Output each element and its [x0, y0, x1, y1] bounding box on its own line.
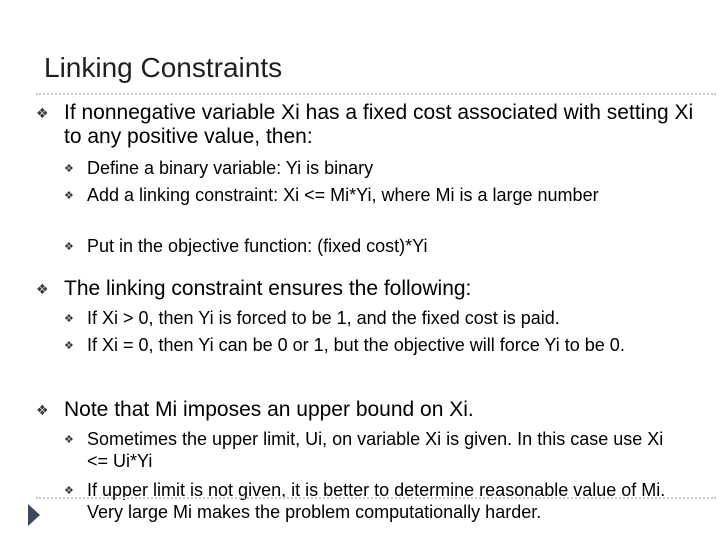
footer-divider — [36, 497, 716, 499]
sub-bullet-1-2: Add a linking constraint: Xi <= Mi*Yi, where Mi is a large number — [87, 185, 599, 205]
sub-bullet-1-3: Put in the objective function: (fixed cost)*Yi — [87, 236, 428, 256]
bullet-point-3: Note that Mi imposes an upper bound on Xi. — [64, 398, 474, 421]
play-arrow-icon[interactable] — [28, 504, 40, 526]
diamond-bullet-icon: ❖ — [64, 484, 74, 497]
diamond-bullet-icon: ❖ — [64, 433, 74, 446]
diamond-bullet-icon: ❖ — [64, 240, 74, 253]
sub-bullet-3-2: If upper limit is not given, it is better to determine reasonable value of Mi. Very large Mi makes the problem computationally harder. — [87, 480, 666, 522]
diamond-bullet-icon: ❖ — [64, 312, 74, 325]
sub-bullet-1-1: Define a binary variable: Yi is binary — [87, 158, 374, 178]
sub-bullet-2-1: If Xi > 0, then Yi is forced to be 1, and the fixed cost is paid. — [87, 308, 560, 328]
diamond-bullet-icon: ❖ — [36, 282, 49, 298]
sub-bullet-2-2: If Xi = 0, then Yi can be 0 or 1, but the objective will force Yi to be 0. — [87, 335, 625, 355]
diamond-bullet-icon: ❖ — [36, 403, 49, 419]
bullet-point-1: If nonnegative variable Xi has a fixed cost associated with setting Xi to any positive value, then: — [64, 101, 694, 148]
diamond-bullet-icon: ❖ — [36, 106, 49, 122]
bullet-point-2: The linking constraint ensures the following: — [64, 277, 472, 300]
sub-bullet-3-1: Sometimes the upper limit, Ui, on variable Xi is given. In this case use Xi <= Ui*Yi — [87, 429, 664, 471]
diamond-bullet-icon: ❖ — [64, 339, 74, 352]
diamond-bullet-icon: ❖ — [64, 189, 74, 202]
diamond-bullet-icon: ❖ — [64, 162, 74, 175]
title-divider — [36, 93, 716, 95]
slide-title: Linking Constraints — [44, 52, 283, 83]
